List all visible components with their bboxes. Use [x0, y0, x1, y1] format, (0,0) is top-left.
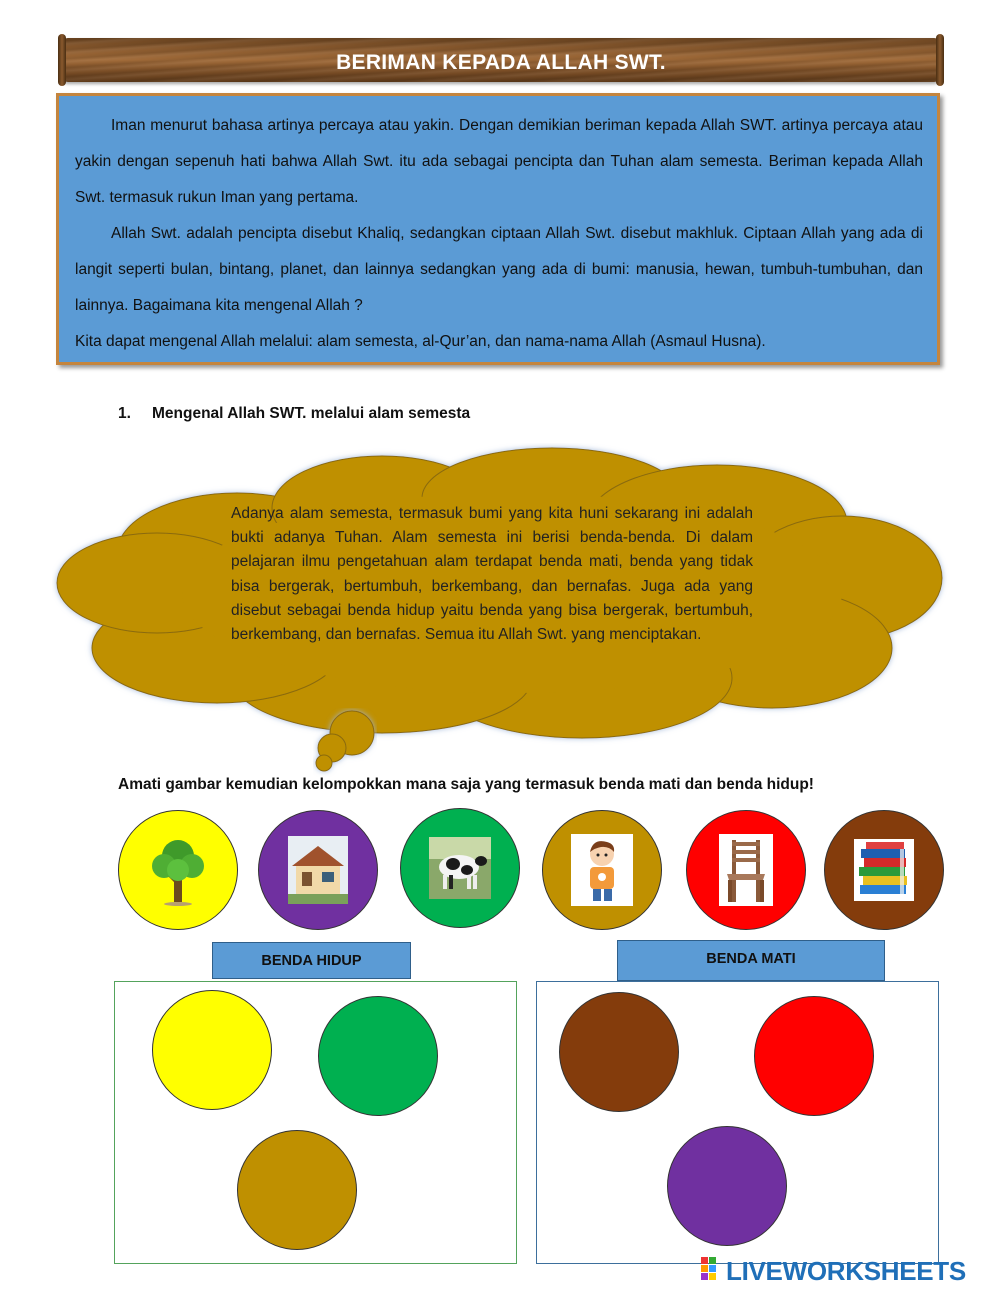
item-cow[interactable] — [400, 808, 520, 928]
section-heading-text: Mengenal Allah SWT. melalui alam semesta — [152, 405, 471, 422]
answer-circle-purple[interactable] — [667, 1126, 787, 1246]
chair-icon — [719, 834, 773, 906]
boy-icon — [571, 834, 633, 906]
answer-circle-brown[interactable] — [559, 992, 679, 1112]
liveworksheets-logo — [700, 1254, 966, 1288]
instruction-text: Amati gambar kemudian kelompokkan mana saja yang termasuk benda mati dan benda hidup! — [118, 776, 814, 793]
info-paragraph-2: Allah Swt. adalah pencipta disebut Khaliq, sedangkan ciptaan Allah Swt. disebut makhluk. Ciptaan Allah yang ada di langit seperti bulan, bintang, planet, dan lainnya sedangkan yang ada di bumi: manusia, hewan, tumbuh-tumbuhan, dan lainnya. Bagaimana kita mengenal Allah ? — [75, 225, 923, 314]
logo-text: LIVEWORKSHEETS — [726, 1255, 966, 1286]
cloud-text: Adanya alam semesta, termasuk bumi yang kita huni sekarang ini adalah bukti adanya Tuhan. Alam semesta ini berisi benda-benda. Di dalam pelajaran ilmu pengetahuan alam terdapat benda mati, benda yang tidak bisa bergerak, bertumbuh, berkembang, dan bernafas. Juga ada yang disebut sebagai benda hidup yaitu benda yang bisa bergerak, bertumbuh, berkembang, dan bernafas. Semua itu Allah Swt. yang menciptakan. — [231, 505, 753, 644]
boy-image — [571, 834, 633, 906]
answer-circle-yellow[interactable] — [152, 990, 272, 1110]
info-paragraph-3: Kita dapat mengenal Allah melalui: alam semesta, al-Qur’an, dan nama-nama Allah (Asmaul Husna). — [75, 333, 766, 350]
item-house[interactable] — [258, 810, 378, 930]
cow-icon — [429, 837, 491, 899]
item-books[interactable] — [824, 810, 944, 930]
books-icon — [854, 839, 914, 901]
section-number: 1. — [118, 405, 131, 422]
title-banner — [62, 38, 940, 82]
chair-image — [719, 834, 773, 906]
house-icon — [288, 836, 348, 904]
liveworksheets-logo-icon — [700, 1256, 726, 1286]
item-chair[interactable] — [686, 810, 806, 930]
answer-circle-red[interactable] — [754, 996, 874, 1116]
benda-hidup-dropzone[interactable] — [114, 981, 517, 1264]
answer-circle-gold[interactable] — [237, 1130, 357, 1250]
books-image — [854, 839, 914, 901]
benda-hidup-label: BENDA HIDUP — [212, 942, 411, 979]
benda-mati-dropzone[interactable] — [536, 981, 939, 1264]
benda-mati-label: BENDA MATI — [617, 940, 885, 981]
page-title: BERIMAN KEPADA ALLAH SWT. — [336, 51, 666, 74]
house-image — [288, 836, 348, 904]
section-heading — [118, 405, 470, 423]
info-box — [56, 93, 940, 365]
info-paragraph-1: Iman menurut bahasa artinya percaya atau yakin. Dengan demikian beriman kepada Allah SWT. artinya percaya atau yakin dengan sepenuh hati bahwa Allah Swt. itu ada sebagai pencipta dan Tuhan alam semesta. Beriman kepada Allah Swt. termasuk rukun Iman yang pertama. — [75, 117, 923, 206]
item-tree[interactable] — [118, 810, 238, 930]
tree-icon — [148, 834, 208, 906]
cow-image — [429, 837, 491, 899]
item-boy[interactable] — [542, 810, 662, 930]
answer-circle-green[interactable] — [318, 996, 438, 1116]
